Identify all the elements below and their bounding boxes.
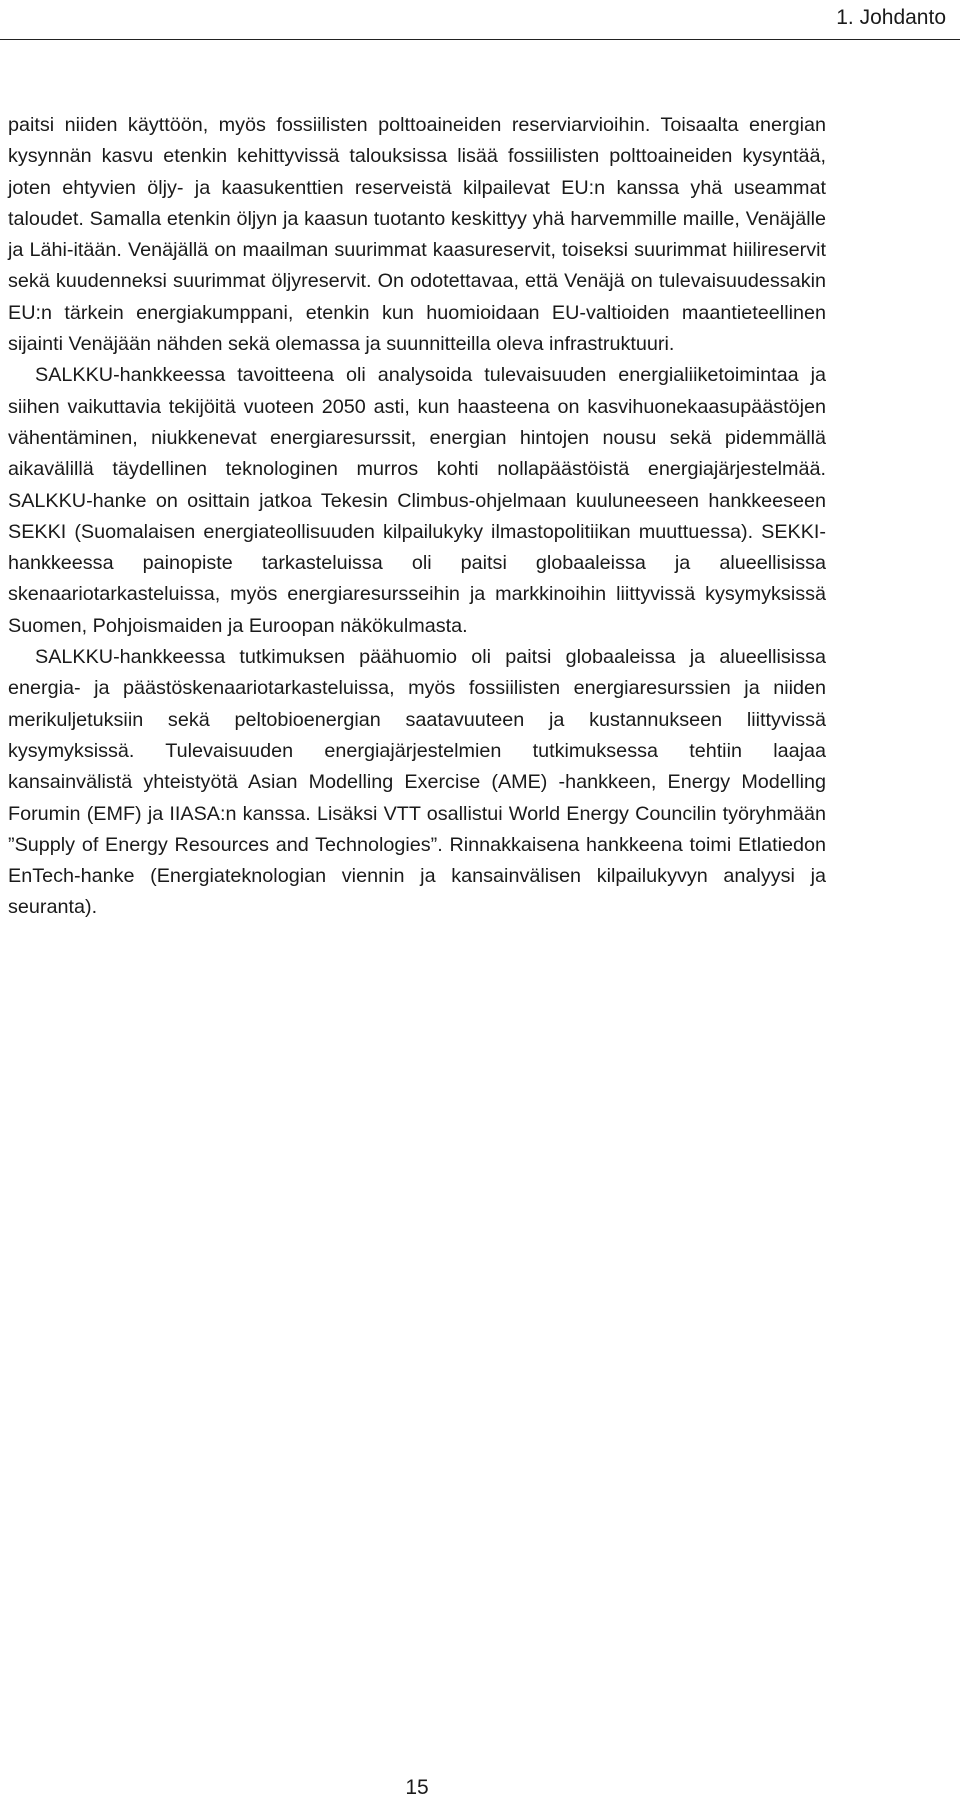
page-number: 15 <box>405 1776 429 1799</box>
paragraph-1: paitsi niiden käyttöön, myös fossiilisten polttoaineiden reserviarvioihin. Toisaalta energian kysynnän kasvu etenkin kehittyvissä talouksissa lisää fossiilisten polttoaineiden kysyntää, joten ehtyvien öljy- ja kaasukenttien reserveistä kilpailevat EU:n kanssa yhä useammat taloudet. Samalla etenkin öljyn ja kaasun tuotanto keskittyy yhä harvemmille maille, Venäjälle ja Lähi-itään. Venäjällä on maailman suurimmat kaasureservit, toiseksi suurimmat hiilireservit sekä kuudenneksi suurimmat öljyreservit. On odotettavaa, että Venäjä on tulevaisuudessakin EU:n tärkein energiakumppani, etenkin kun huomioidaan EU-valtioiden maantieteellinen sijainti Venäjään nähden sekä olemassa ja suunnitteilla oleva infrastruktuuri. <box>8 114 826 356</box>
paragraph-2: SALKKU-hankkeessa tavoitteena oli analysoida tulevaisuuden energialiiketoimintaa ja siihen vaikuttavia tekijöitä vuoteen 2050 asti, kun haasteena on kasvihuonekaasupäästöjen vähentäminen, niukkenevat energiaresurssit, energian hintojen nousu sekä pidemmällä aikavälillä täydellinen teknologinen murros kohti nollapäästöistä energiajärjestelmää. SALKKU-hanke on osittain jatkoa Tekesin Climbus-ohjelmaan kuuluneeseen hankkeeseen SEKKI (Suomalaisen energiateollisuuden kilpailukyky ilmastopolitiikan muuttuessa). SEKKI-hankkeessa painopiste tarkasteluissa oli paitsi globaaleissa ja alueellisissa skenaariotarkasteluissa, myös energiaresursseihin ja markkinoihin liittyvissä kysymyksissä Suomen, Pohjoismaiden ja Euroopan näkökulmasta. <box>8 364 826 637</box>
paragraph-3: SALKKU-hankkeessa tutkimuksen päähuomio oli paitsi globaaleissa ja alueellisissa energia- ja päästöskenaariotarkasteluissa, myös fossiilisten energiaresurssien ja niiden merikuljetuksiin sekä peltobioenergian saatavuuteen ja kustannukseen liittyvissä kysymyksissä. Tulevaisuuden energiajärjestelmien tutkimuksessa tehtiin laajaa kansainvälistä yhteistyötä Asian Modelling Exercise (AME) -hankkeen, Energy Modelling Forumin (EMF) ja IIASA:n kanssa. Lisäksi VTT osallistui World Energy Councilin työryhmään ”Supply of Energy Resources and Technologies”. Rinnakkaisena hankkeena toimi Etlatiedon EnTech-hanke (Energiateknologian viennin ja kansainvälisen kilpailukyvyn analyysi ja seuranta). <box>8 646 826 919</box>
running-head-chapter: 1. Johdanto <box>836 6 946 29</box>
body-text <box>8 110 826 924</box>
header-rule <box>0 39 960 40</box>
